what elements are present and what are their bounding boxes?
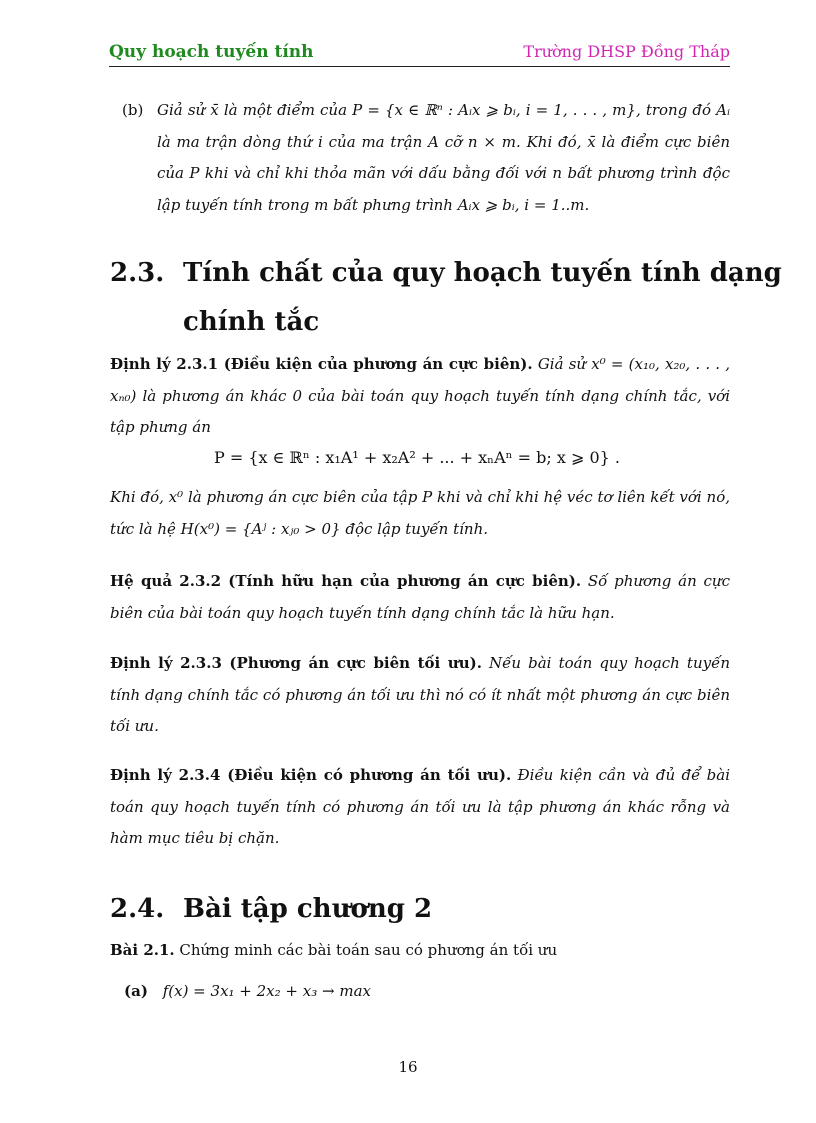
section-title-line2: chính tắc (183, 307, 320, 337)
theorem-head: Định lý 2.3.1 (Điều kiện của phương án cực biên). (110, 355, 533, 373)
item-b-text: Giả sử x̄ là một điểm của P = {x ∈ ℝⁿ : Aᵢx ⩾ bᵢ, i = 1, . . . , m}, trong đó Aᵢ là ma trận dòng thứ i của ma trận A cỡ n × m. Khi đó, x̄ là điểm cực biên của P khi và chỉ khi thỏa mãn với dấu bằng đối với n bất phương trình độc lập tuyến tính trong m bất phưng trình Aᵢx ⩾ bᵢ, i = 1..m. (157, 101, 730, 214)
exercise-2-1-a (124, 982, 371, 1000)
theorem-2-3-4 (110, 760, 730, 855)
header-right: Trường DHSP Đồng Tháp (523, 42, 730, 61)
theorem-2-3-3 (110, 648, 730, 743)
theorem-text: Nếu bài toán quy hoạch tuyến tính dạng chính tắc có phương án tối ưu thì nó có ít nhất một phương án cực biên tối ưu. (110, 654, 730, 735)
theorem-2-3-1 (110, 349, 730, 444)
corollary-head: Hệ quả 2.3.2 (Tính hữu hạn của phương án cực biên). (110, 572, 582, 590)
objective-formula: f(x) = 3x₁ + 2x₂ + x₃ → max (162, 982, 371, 1000)
section-title-line1: Tính chất của quy hoạch tuyến tính dạng (183, 258, 782, 288)
header-left: Quy hoạch tuyến tính (109, 42, 314, 62)
corollary-text: Số phương án cực biên của bài toán quy hoạch tuyến tính dạng chính tắc là hữu hạn. (110, 572, 730, 622)
theorem-text1: Giả sử x⁰ = (x₁₀, x₂₀, . . . , xₙ₀) là phương án khác 0 của bài toán quy hoạch tuyến tính dạng chính tắc, với tập phưng án (110, 355, 730, 436)
item-b-label: (b) (122, 101, 144, 119)
section-2-3-heading (110, 258, 782, 288)
theorem-head: Định lý 2.3.3 (Phương án cực biên tối ưu). (110, 654, 482, 672)
formula-P: P = {x ∈ ℝⁿ : x₁A¹ + x₂A² + ... + xₙAⁿ = b; x ⩾ 0} . (214, 448, 620, 467)
item-b (122, 95, 730, 221)
section-number: 2.4. (110, 894, 165, 924)
corollary-2-3-2 (110, 566, 730, 629)
header-rule (109, 66, 730, 67)
section-number: 2.3. (110, 258, 165, 288)
theorem-text: Điều kiện cần và đủ để bài toán quy hoạch tuyến tính có phương án tối ưu là tập phương án khác rỗng và hàm mục tiêu bị chặn. (110, 766, 730, 847)
theorem-text2: Khi đó, x⁰ là phương án cực biên của tập P khi và chỉ khi hệ véc tơ liên kết với nó, tức là hệ H(x⁰) = {Aʲ : xⱼ₀ > 0} độc lập tuyến tính. (110, 488, 730, 538)
theorem-head: Định lý 2.3.4 (Điều kiện có phương án tối ưu). (110, 766, 512, 784)
exercise-head: Bài 2.1. (110, 941, 175, 959)
page-number: 16 (398, 1058, 418, 1076)
exercise-2-1 (110, 941, 557, 959)
section-title: Bài tập chương 2 (183, 894, 433, 924)
section-2-4-heading (110, 894, 432, 924)
exercise-text: Chứng minh các bài toán sau có phương án tối ưu (179, 941, 558, 959)
item-label: (a) (124, 982, 148, 1000)
